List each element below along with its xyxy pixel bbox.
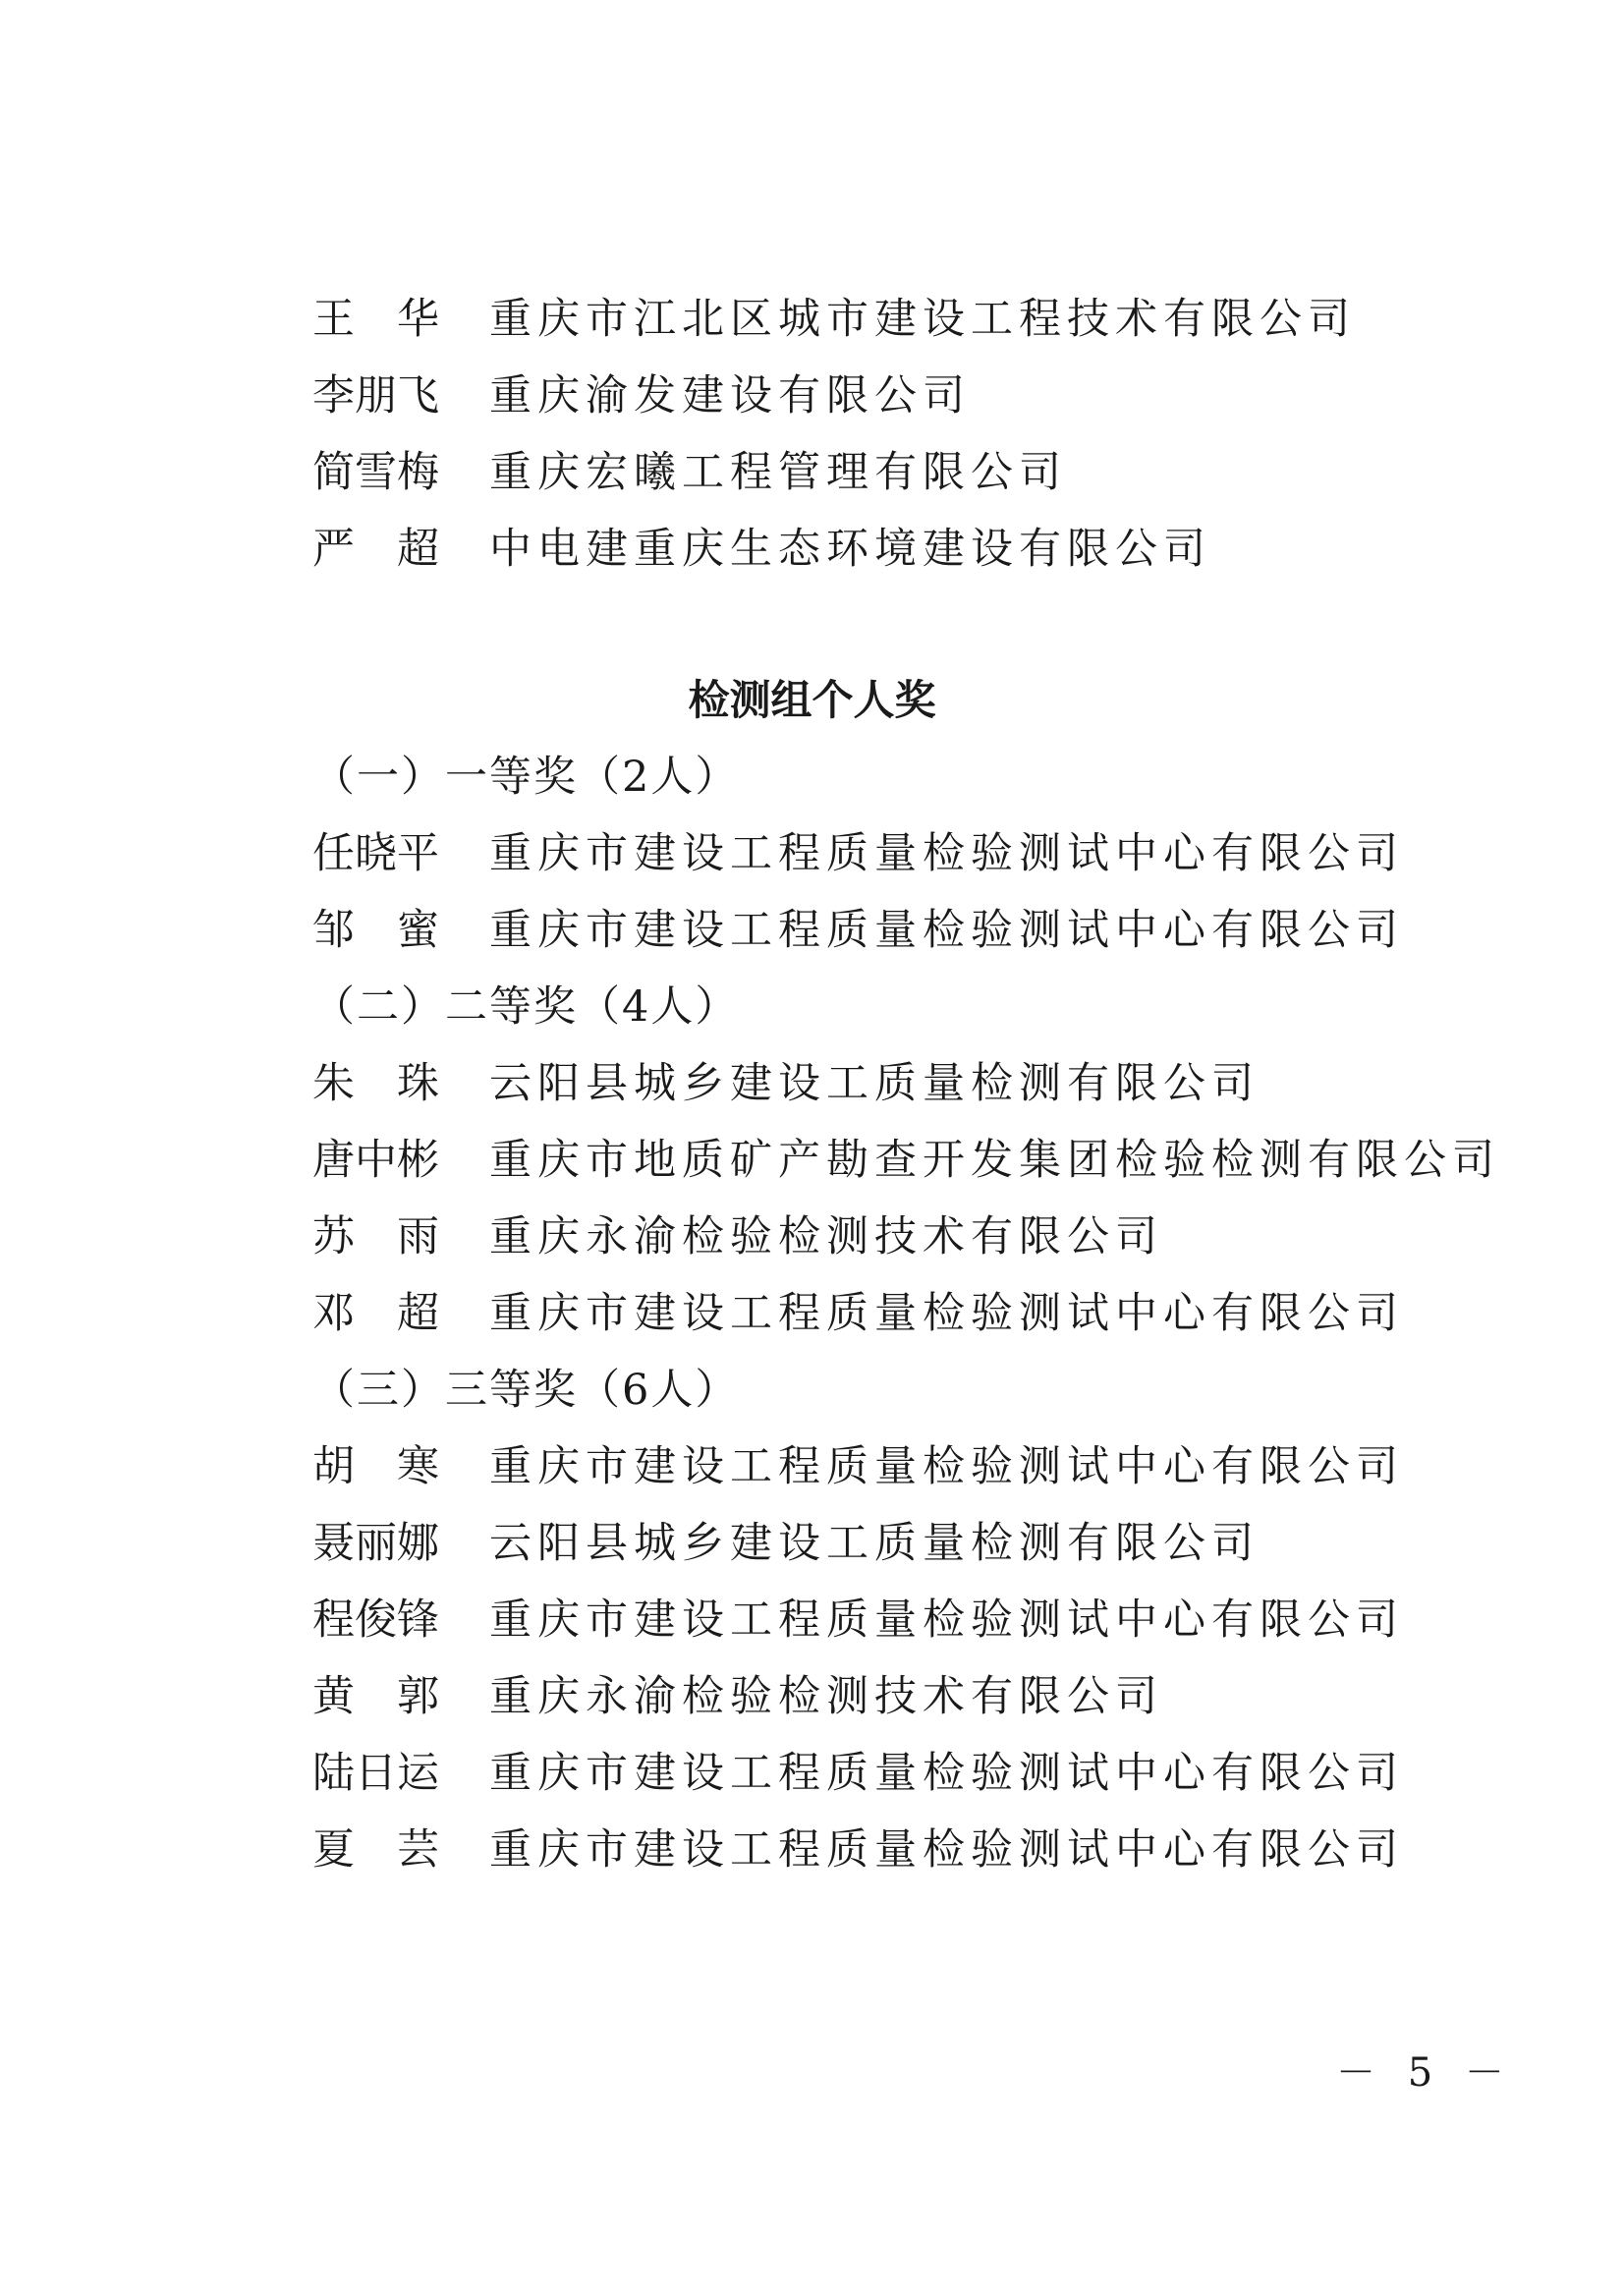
person-name: 邓 超 [312,1289,439,1338]
person-name: 黄 郭 [312,1672,439,1721]
section-title: 检测组个人奖 [688,676,936,724]
organization-name: 重庆市地质矿产勘查开发集团检验检测有限公司 [489,1136,1500,1185]
organization-name: 重庆市江北区城市建设工程技术有限公司 [489,295,1356,344]
person-name: 夏 芸 [312,1825,439,1875]
person-name: 唐中彬 [312,1136,439,1185]
person-name: 苏 雨 [312,1212,439,1261]
organization-name: 重庆市建设工程质量检验测试中心有限公司 [489,1596,1404,1645]
person-name: 朱 珠 [312,1059,439,1108]
organization-name: 重庆市建设工程质量检验测试中心有限公司 [489,1442,1404,1491]
organization-name: 云阳县城乡建设工质量检测有限公司 [489,1059,1260,1108]
organization-name: 重庆市建设工程质量检验测试中心有限公司 [489,906,1404,955]
person-name: 严 超 [312,525,439,574]
person-name: 李朋飞 [312,371,439,420]
first-prize-heading: （一）一等奖（2人） [312,753,740,802]
organization-name: 云阳县城乡建设工质量检测有限公司 [489,1519,1260,1568]
person-name: 陆日运 [312,1749,439,1798]
organization-name: 重庆市建设工程质量检验测试中心有限公司 [489,1749,1404,1798]
organization-name: 重庆永渝检验检测技术有限公司 [489,1672,1163,1721]
organization-name: 重庆市建设工程质量检验测试中心有限公司 [489,829,1404,878]
person-name: 程俊锋 [312,1596,439,1645]
organization-name: 重庆宏曦工程管理有限公司 [489,448,1067,497]
person-name: 王 华 [312,295,439,344]
organization-name: 重庆市建设工程质量检验测试中心有限公司 [489,1289,1404,1338]
organization-name: 重庆永渝检验检测技术有限公司 [489,1212,1163,1261]
third-prize-heading: （三）三等奖（6人） [312,1366,740,1415]
organization-name: 重庆市建设工程质量检验测试中心有限公司 [489,1825,1404,1875]
person-name: 简雪梅 [312,448,439,497]
organization-name: 中电建重庆生态环境建设有限公司 [489,525,1211,574]
person-name: 胡 寒 [312,1442,439,1491]
page-number: － 5 － [1336,2050,1514,2096]
person-name: 任晓平 [312,829,439,878]
second-prize-heading: （二）二等奖（4人） [312,982,740,1032]
organization-name: 重庆渝发建设有限公司 [489,371,971,420]
person-name: 邹 蜜 [312,906,439,955]
person-name: 聂丽娜 [312,1519,439,1568]
